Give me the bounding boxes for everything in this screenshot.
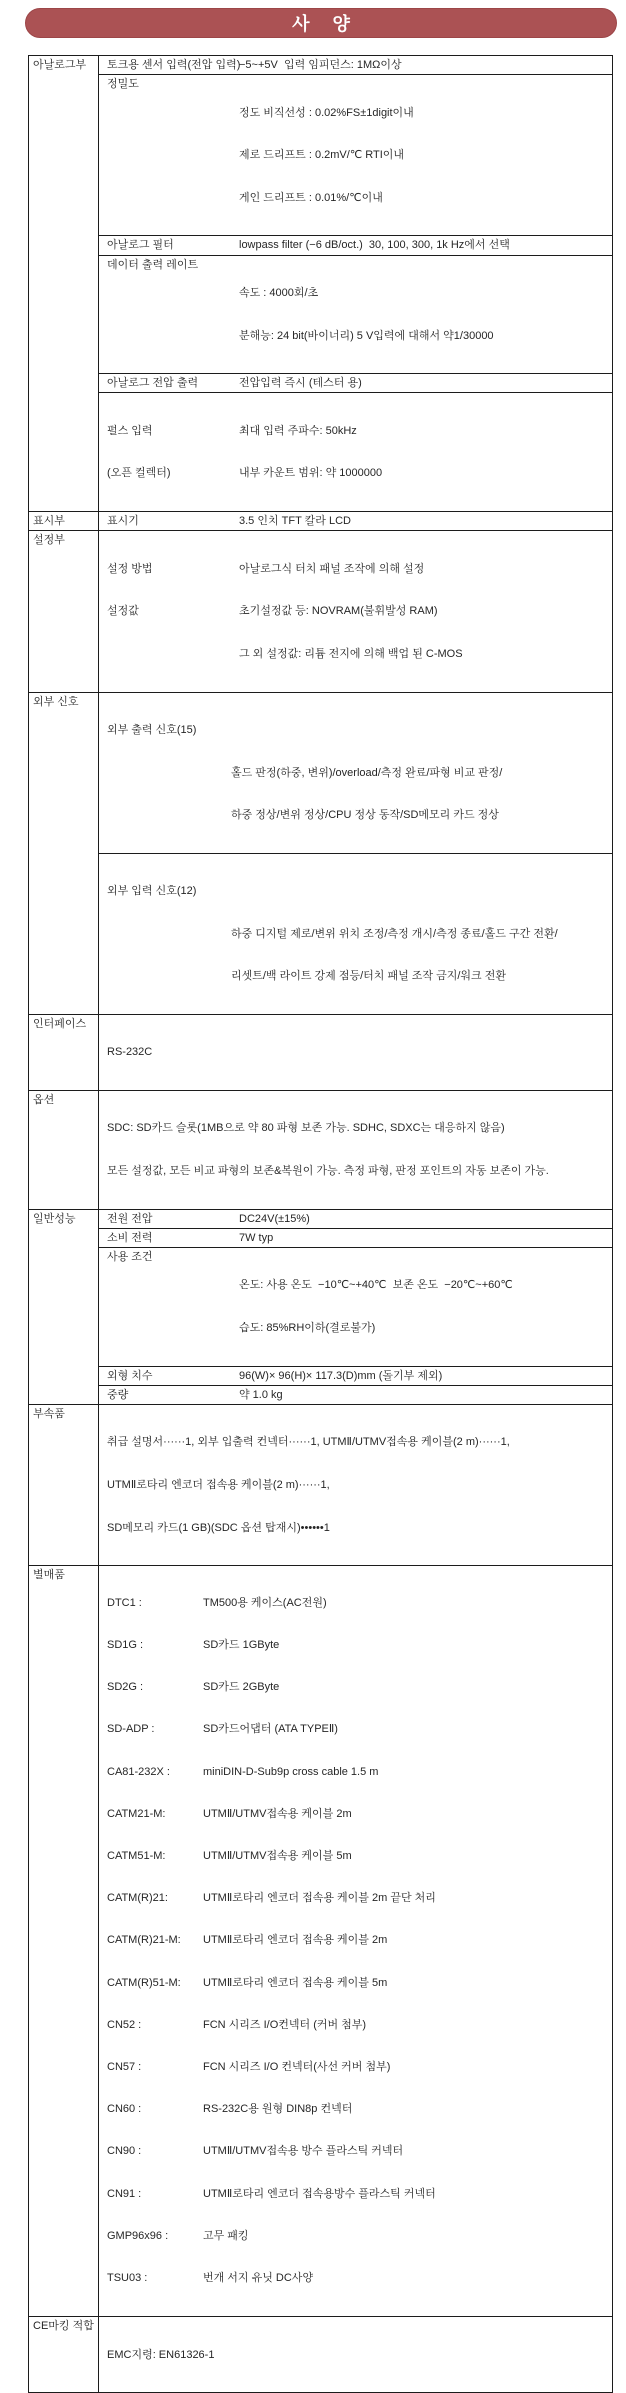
row-value: SD메모리 카드(1 GB)(SDC 옵션 탑재시)••••••1	[107, 1521, 330, 1534]
section-external-signals	[29, 692, 612, 1014]
spec-row	[99, 531, 612, 691]
spec-row	[99, 1385, 612, 1404]
item-code: SD2G :	[107, 1681, 144, 1694]
spec-row	[99, 1247, 612, 1366]
row-value: DC24V(±15%)	[239, 1212, 310, 1225]
row-value: EMC지령: EN61326-1	[107, 2348, 215, 2361]
row-label: 설정 방법 설정값	[107, 562, 153, 618]
item-desc: UTMⅡ로타리 엔코더 접속용 케이블 2m 끝단 처리	[203, 1892, 436, 1905]
section-display	[29, 511, 612, 530]
item-row	[107, 1681, 608, 1695]
item-row	[107, 1892, 608, 1906]
spec-sheet-page	[0, 8, 626, 2393]
section-content	[99, 531, 612, 691]
spec-row	[99, 235, 612, 254]
item-desc: UTMⅡ로타리 엔코더 접속용 케이블 5m	[203, 1976, 388, 1989]
spec-row	[99, 1015, 612, 1090]
category-cell: 별매품	[29, 1566, 99, 2316]
item-desc: miniDIN-D-Sub9p cross cable 1.5 m	[203, 1765, 379, 1778]
section-interface	[29, 1014, 612, 1090]
spec-row	[99, 74, 612, 235]
item-row	[107, 2019, 608, 2033]
row-label: 소비 전력	[107, 1231, 153, 1244]
row-value: 속도 : 4000회/초 분해능: 24 bit(바이너리) 5 V입력에 대해서 약1/30000	[239, 287, 494, 342]
category-cell: 표시부	[29, 512, 99, 530]
item-code: CN52 :	[107, 2018, 142, 2031]
section-content	[99, 2317, 612, 2392]
item-desc: FCN 시리즈 I/O컨넥터 (커버 첨부)	[203, 2018, 367, 2031]
item-code: CATM21-M:	[107, 1807, 166, 1820]
row-label: 펄스 입력 (오픈 컬렉터)	[107, 424, 171, 480]
item-code: CN90 :	[107, 2145, 142, 2158]
section-general-performance	[29, 1209, 612, 1404]
row-value: UTMⅡ로타리 엔코더 접속용 케이블(2 m)······1,	[107, 1479, 330, 1492]
row-value: 온도: 사용 온도 −10℃~+40℃ 보존 온도 −20℃~+60℃ 습도: 85%RH이하(결로불가)	[239, 1279, 513, 1335]
spec-row	[99, 853, 612, 1014]
spec-row	[99, 1366, 612, 1385]
item-code: CATM(R)51-M:	[107, 1976, 181, 1989]
section-analog	[29, 56, 612, 511]
section-content	[99, 693, 612, 1014]
row-value: 전압입력 즉시 (테스터 용)	[239, 377, 362, 390]
item-code: TSU03 :	[107, 2271, 148, 2284]
category-cell: 일반성능	[29, 1210, 99, 1404]
spec-row	[99, 1566, 612, 2316]
row-label: 토크용 센서 입력(전압 입력)	[107, 59, 241, 71]
row-label: 아날로그 필터	[107, 239, 174, 252]
item-row	[107, 1597, 608, 1611]
item-code: CA81-232X :	[107, 1765, 170, 1778]
item-row	[107, 2061, 608, 2075]
category-cell: 외부 신호	[29, 693, 99, 1014]
section-content	[99, 1091, 612, 1209]
item-code: CATM(R)21-M:	[107, 1934, 181, 1947]
item-desc: SD카드 2GByte	[203, 1681, 280, 1694]
item-code: GMP96x96 :	[107, 2229, 169, 2242]
row-label: 사용 조건	[107, 1251, 153, 1264]
section-content	[99, 1405, 612, 1565]
row-value: −5~+5V 입력 임피던스: 1MΩ이상	[239, 59, 402, 71]
item-desc: 번개 서지 유닛 DC사양	[203, 2271, 314, 2284]
row-value: 7W typ	[239, 1231, 274, 1244]
category-cell: CE마킹 적합	[29, 2317, 99, 2392]
item-code: CN60 :	[107, 2103, 142, 2116]
item-desc: SD카드 1GByte	[203, 1638, 280, 1651]
section-ce-marking	[29, 2316, 612, 2392]
item-row	[107, 1934, 608, 1948]
section-content	[99, 56, 612, 511]
row-label: 중량	[107, 1388, 129, 1401]
item-row	[107, 2230, 608, 2244]
item-row	[107, 2103, 608, 2117]
category-cell: 부속품	[29, 1405, 99, 1565]
row-value: 취급 설명서······1, 외부 입출력 컨넥터······1, UTMⅡ/UTMV접속용 케이블(2 m)······1,	[107, 1436, 510, 1449]
item-code: DTC1 :	[107, 1596, 142, 1609]
spec-row	[99, 1091, 612, 1209]
row-label: 전원 전압	[107, 1212, 153, 1225]
row-value: SDC: SD카드 슬롯(1MB으로 약 80 파형 보존 가능. SDHC, SDXC는 대응하지 않음)	[107, 1122, 505, 1135]
spec-banner	[25, 8, 617, 38]
item-code: CATM(R)21:	[107, 1892, 168, 1905]
item-row	[107, 2145, 608, 2159]
item-row	[107, 2272, 608, 2286]
category-cell: 옵션	[29, 1091, 99, 1209]
row-label: 외형 치수	[107, 1369, 153, 1382]
item-row	[107, 1639, 608, 1653]
spec-row	[99, 1405, 612, 1565]
item-desc: TM500용 케이스(AC전원)	[203, 1596, 327, 1609]
row-value: RS-232C	[107, 1046, 153, 1059]
spec-row	[99, 392, 612, 511]
row-value: lowpass filter (−6 dB/oct.) 30, 100, 300, 1k Hz에서 선택	[239, 239, 510, 252]
spec-row	[99, 512, 612, 530]
item-desc: FCN 시리즈 I/O 컨넥터(사선 커버 첨부)	[203, 2060, 391, 2073]
item-desc: UTMⅡ/UTMV접속용 방수 플라스틱 커넥터	[203, 2145, 404, 2158]
row-value: 약 1.0 kg	[239, 1388, 283, 1401]
item-code: CN91 :	[107, 2187, 142, 2200]
row-label: 외부 입력 신호(12)	[107, 885, 197, 898]
row-value: 하중 디지털 제로/변위 위치 조정/측정 개시/측정 종료/홀드 구간 전환/	[231, 927, 558, 940]
spec-row	[99, 255, 612, 374]
row-value: 최대 입력 주파수: 50kHz 내부 카운트 범위: 약 1000000	[239, 424, 383, 480]
spec-row	[99, 373, 612, 392]
page-title: 사 양	[292, 14, 359, 34]
section-options	[29, 1090, 612, 1209]
section-content	[99, 1015, 612, 1090]
row-value: 정도 비직선성 : 0.02%FS±1digit이내 제로 드리프트 : 0.2mV/℃ RTI이내 게인 드리프트 : 0.01%/℃이내	[239, 106, 414, 204]
item-row	[107, 1723, 608, 1737]
row-value: 하중 정상/변위 정상/CPU 정상 동작/SD메모리 카드 정상	[231, 809, 499, 822]
item-row	[107, 1766, 608, 1780]
item-row	[107, 1808, 608, 1822]
item-code: SD1G :	[107, 1638, 144, 1651]
category-cell: 설정부	[29, 531, 99, 691]
row-value: 홀드 판정(하중, 변위)/overload/측정 완료/파형 비교 판정/	[231, 766, 503, 779]
item-code: SD-ADP :	[107, 1723, 155, 1736]
section-content	[99, 512, 612, 530]
item-desc: UTMⅡ/UTMV접속용 케이블 5m	[203, 1849, 352, 1862]
item-desc: 고무 패킹	[203, 2229, 249, 2242]
spec-row	[99, 1228, 612, 1247]
row-label: 외부 출력 신호(15)	[107, 723, 197, 736]
item-row	[107, 1850, 608, 1864]
row-value: 모든 설정값, 모든 비교 파형의 보존&복원이 가능. 측정 파형, 판정 포인트의 자동 보존이 가능.	[107, 1165, 549, 1178]
item-desc: UTMⅡ로타리 엔코더 접속용방수 플라스틱 커넥터	[203, 2187, 436, 2200]
item-code: CN57 :	[107, 2060, 142, 2073]
item-row	[107, 2188, 608, 2202]
row-value: 리셋트/백 라이트 강제 점등/터치 패널 조작 금지/워크 전환	[231, 970, 506, 983]
spec-row	[99, 56, 612, 74]
item-row	[107, 1977, 608, 1991]
spec-row	[99, 1210, 612, 1228]
item-desc: SD카드어댑터 (ATA TYPEⅡ)	[203, 1723, 338, 1736]
spec-row	[99, 693, 612, 853]
section-content	[99, 1210, 612, 1404]
category-cell: 아날로그부	[29, 56, 99, 511]
row-value: 96(W)× 96(H)× 117.3(D)mm (돌기부 제외)	[239, 1369, 443, 1382]
section-content	[99, 1566, 612, 2316]
row-label: 아날로그 전압 출력	[107, 377, 199, 390]
section-sold-separately	[29, 1565, 612, 2316]
row-value: 3.5 인치 TFT 칼라 LCD	[239, 515, 351, 528]
spec-row	[99, 2317, 612, 2392]
row-value: 아날로그식 터치 패널 조작에 의해 설정 초기설정값 등: NOVRAM(불휘발성 RAM) 그 외 설정값: 리튬 전지에 의해 백업 된 C-MOS	[239, 562, 463, 660]
spec-table	[28, 55, 613, 2393]
item-code: CATM51-M:	[107, 1849, 166, 1862]
row-label: 표시기	[107, 515, 139, 528]
item-desc: RS-232C용 원형 DIN8p 컨넥터	[203, 2103, 353, 2116]
item-desc: UTMⅡ/UTMV접속용 케이블 2m	[203, 1807, 352, 1820]
row-label: 정밀도	[107, 78, 139, 91]
section-settings	[29, 530, 612, 691]
section-accessories	[29, 1404, 612, 1565]
category-cell: 인터페이스	[29, 1015, 99, 1090]
row-label: 데이터 출력 레이트	[107, 258, 199, 271]
item-desc: UTMⅡ로타리 엔코더 접속용 케이블 2m	[203, 1934, 388, 1947]
